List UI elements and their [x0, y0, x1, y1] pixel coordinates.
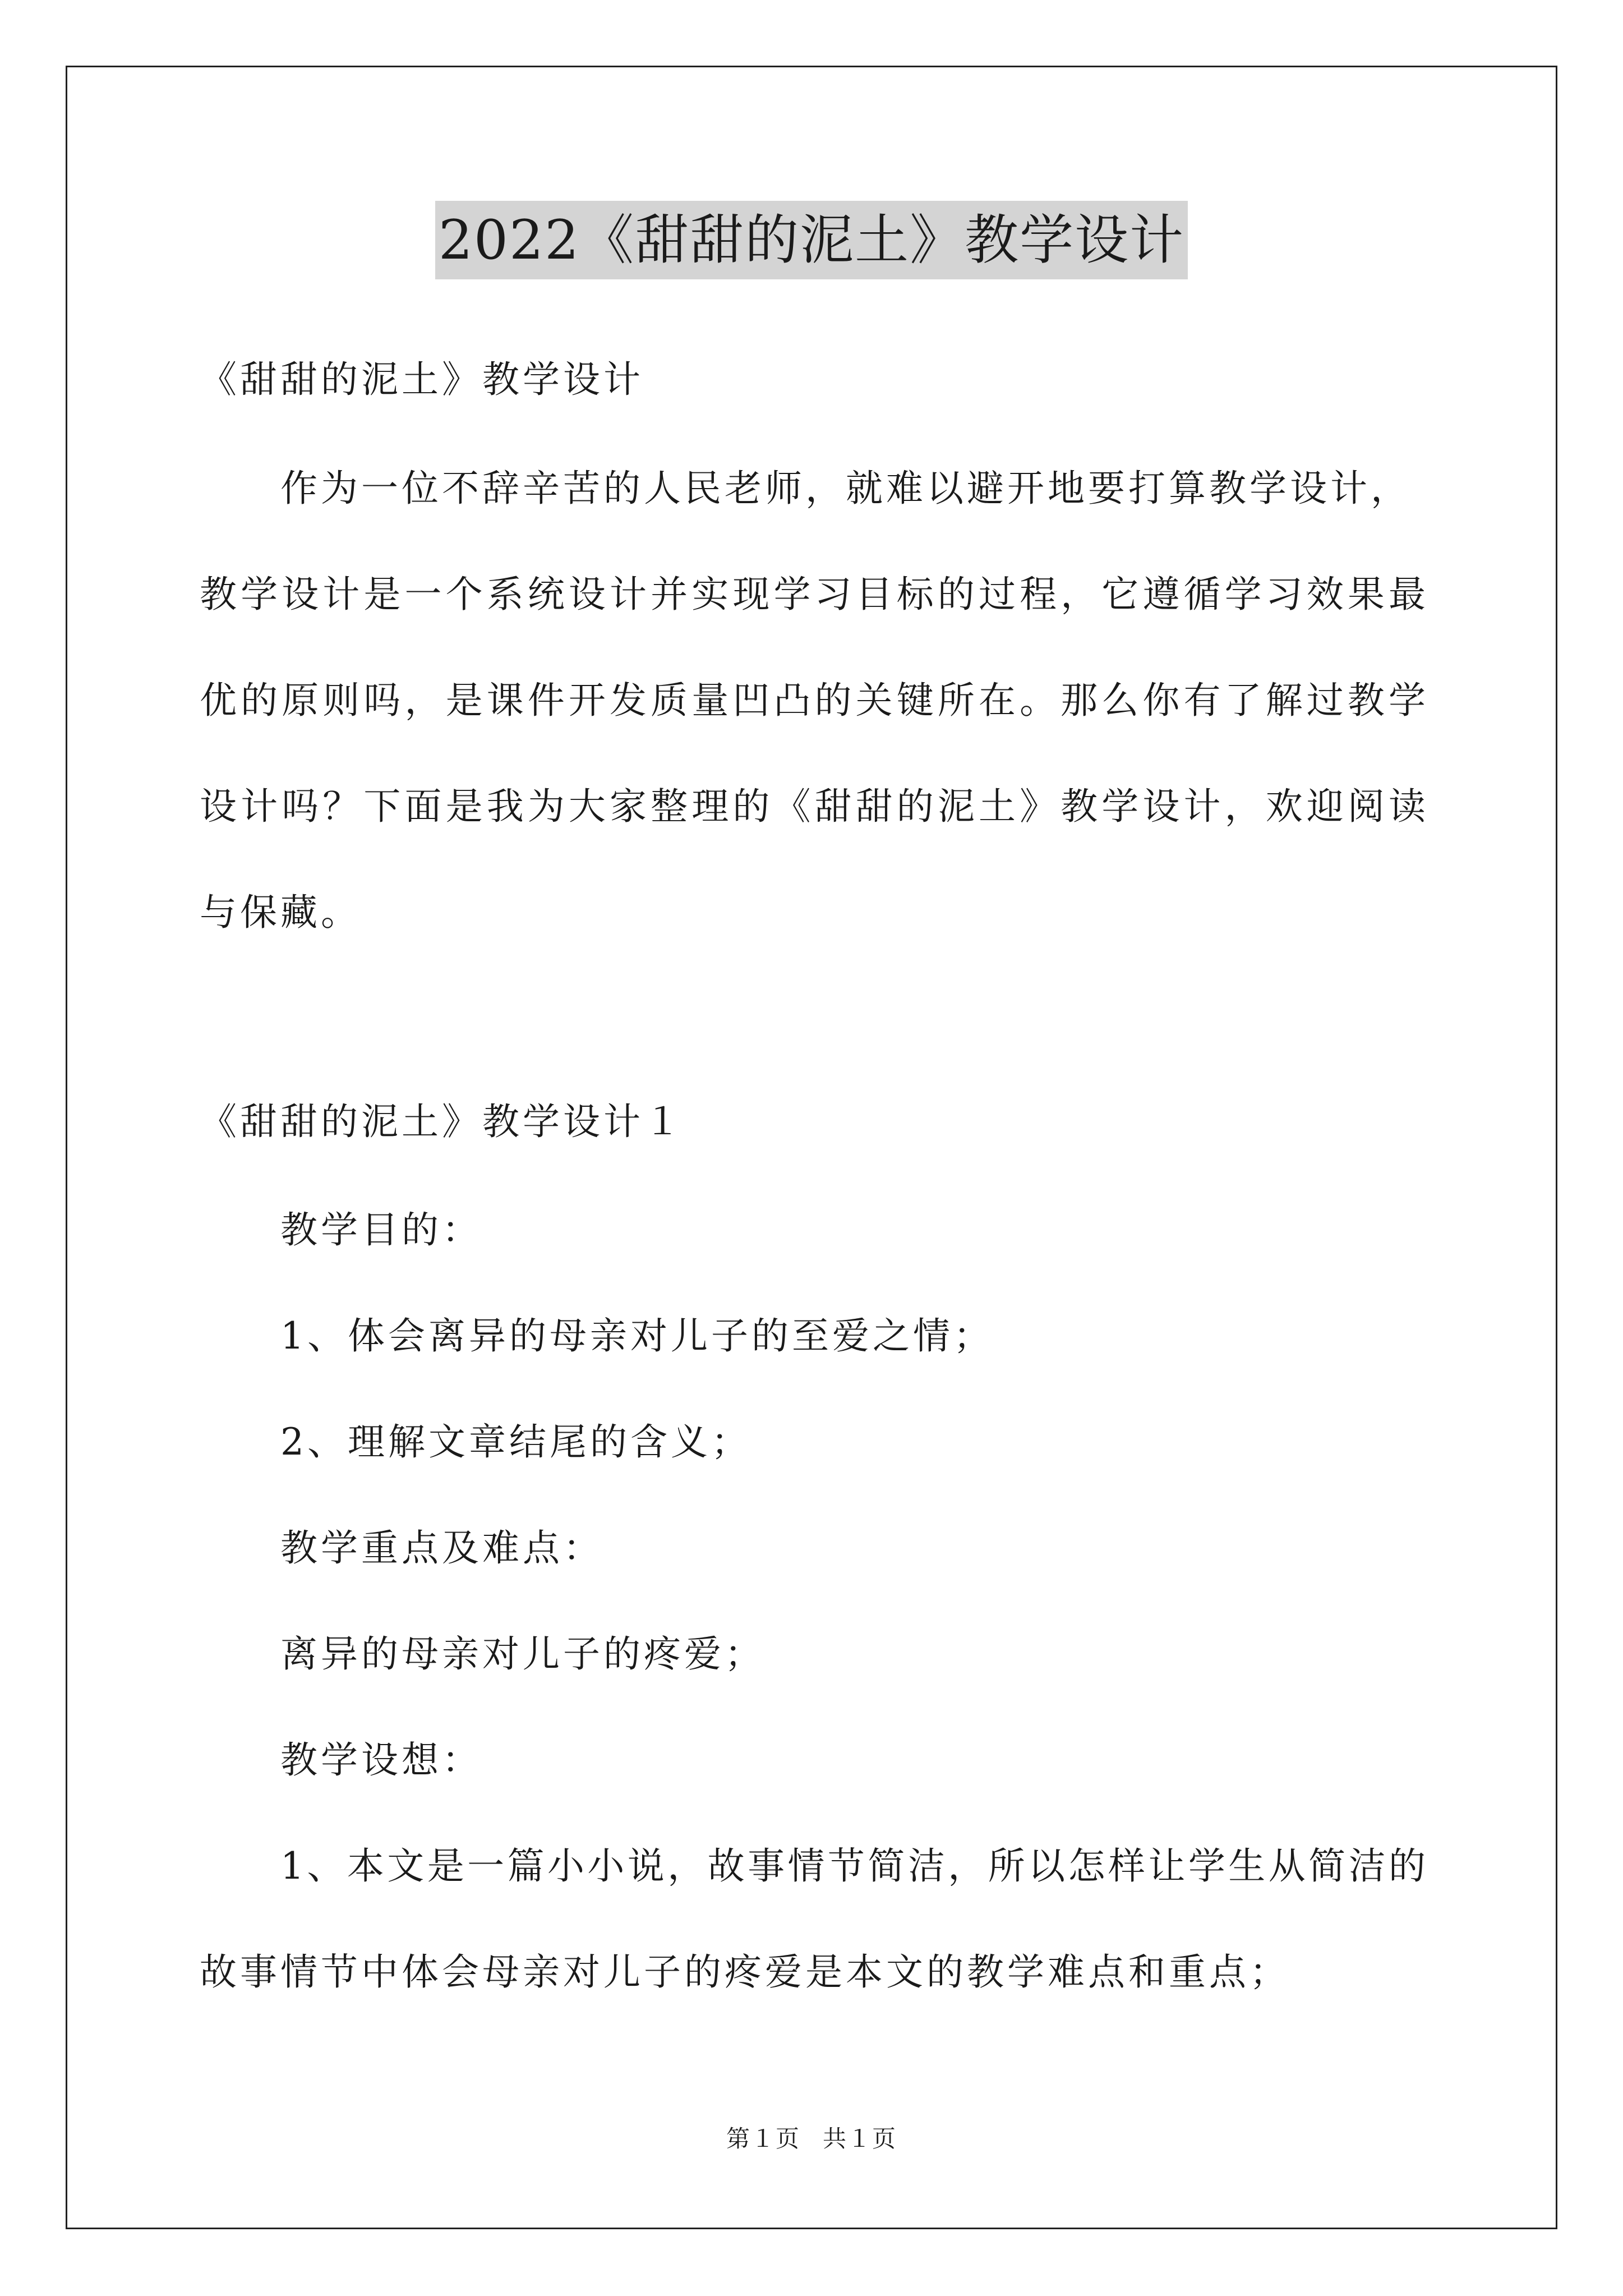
title-container: [0, 201, 1623, 279]
intro-paragraph-line: 设计吗？下面是我为大家整理的《甜甜的泥土》教学设计，欢迎阅读: [200, 785, 1428, 828]
body-line: 故事情节中体会母亲对儿子的疼爱是本文的教学难点和重点；: [200, 1950, 1290, 1994]
document-title: 2022《甜甜的泥土》教学设计: [435, 201, 1188, 279]
body-line: 2、理解文章结尾的含义；: [280, 1420, 751, 1464]
intro-paragraph-line: 作为一位不辞辛苦的人民老师，就难以避开地要打算教学设计，: [280, 467, 1411, 510]
intro-paragraph-line: 优的原则吗，是课件开发质量凹凸的关键所在。那么你有了解过教学: [200, 679, 1428, 722]
body-line: 教学目的：: [280, 1208, 482, 1251]
intro-paragraph-line: 教学设计是一个系统设计并实现学习目标的过程，它遵循学习效果最: [200, 573, 1428, 616]
body-line: 教学设想：: [280, 1738, 482, 1782]
subtitle: 《甜甜的泥土》教学设计: [200, 358, 644, 401]
section-heading: 《甜甜的泥土》教学设计１: [200, 1100, 684, 1143]
body-line: 教学重点及难点：: [280, 1526, 603, 1570]
body-line: 1、体会离异的母亲对儿子的至爱之情；: [280, 1314, 994, 1358]
body-line: 1、本文是一篇小小说，故事情节简洁，所以怎样让学生从简洁的: [280, 1844, 1428, 1888]
body-line: 离异的母亲对儿子的疼爱；: [280, 1632, 765, 1676]
page-footer: [0, 2123, 1623, 2155]
page-number-total: 共１页: [823, 2125, 897, 2152]
page-number-current: 第１页: [726, 2125, 800, 2152]
intro-paragraph-line: 与保藏。: [200, 891, 361, 934]
